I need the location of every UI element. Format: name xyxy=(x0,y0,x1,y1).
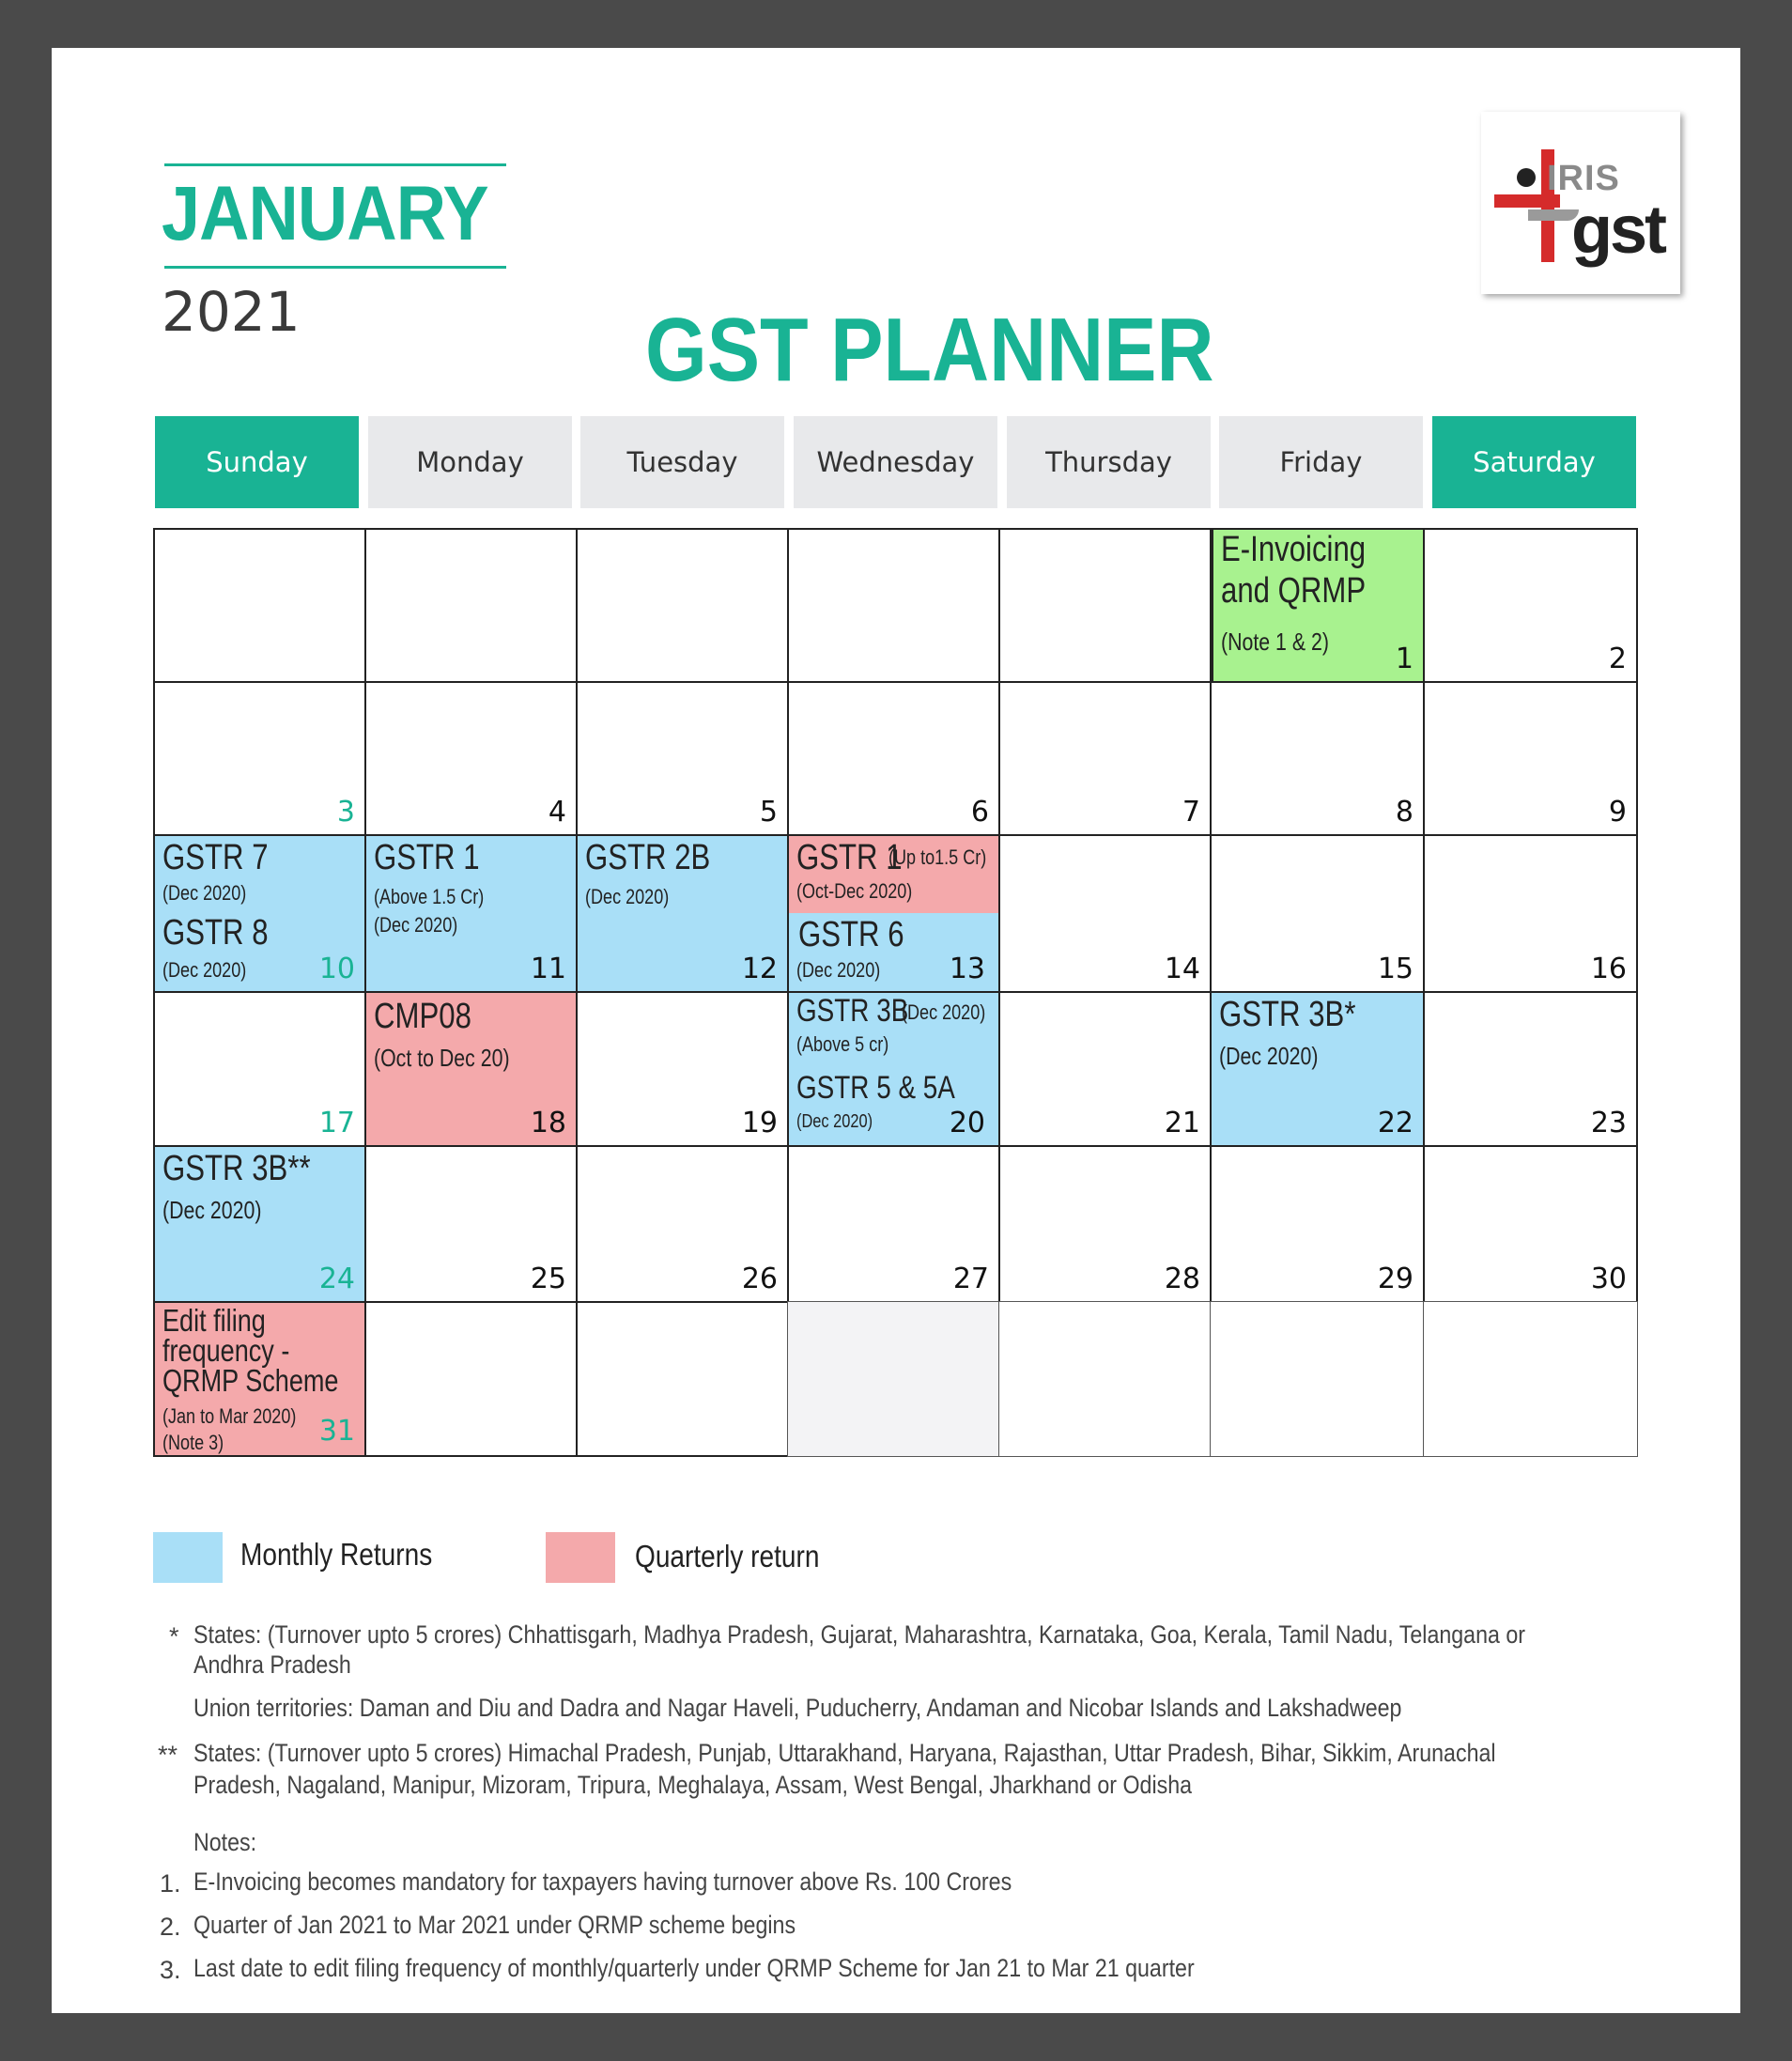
note-text: Quarter of Jan 2021 to Mar 2021 under QRMP scheme begins xyxy=(193,1911,796,1939)
event-threshold: (Above 5 cr) xyxy=(796,1032,889,1056)
day-number: 3 xyxy=(336,796,355,829)
calendar-cell-empty xyxy=(787,1301,1000,1457)
notes-label: Notes: xyxy=(193,1828,257,1856)
event-note: (Note 1 & 2) xyxy=(1221,628,1329,656)
iris-gst-logo xyxy=(1481,112,1680,294)
footnote-marker-double-star: ** xyxy=(158,1741,178,1769)
day-number: 15 xyxy=(1377,953,1414,985)
day-number: 28 xyxy=(1164,1263,1200,1295)
note-number: 3. xyxy=(160,1956,181,1984)
event-title: CMP08 xyxy=(374,997,471,1036)
calendar-cell-day-15[interactable] xyxy=(1210,834,1425,993)
event-title: GSTR 1 xyxy=(374,838,480,877)
calendar-cell-day-8[interactable] xyxy=(1210,681,1425,836)
event-title: E-Invoicing xyxy=(1221,530,1367,569)
calendar-cell-day-27[interactable] xyxy=(787,1145,1000,1303)
day-number: 1 xyxy=(1395,643,1414,675)
event-title: GSTR 8 xyxy=(162,913,269,953)
calendar-cell-day-21[interactable] xyxy=(998,991,1212,1147)
event-threshold: (Up to1.5 Cr) xyxy=(888,845,987,869)
planner-title: GST PLANNER xyxy=(645,300,1214,400)
day-number: 25 xyxy=(530,1263,566,1295)
calendar-cell-day-31[interactable] xyxy=(153,1301,366,1457)
note-text: Last date to edit filing frequency of monthly/quarterly under QRMP Scheme for Jan 21 to Mar 21 quarter xyxy=(193,1954,1195,1982)
event-title: GSTR 3B* xyxy=(1219,995,1356,1034)
weekday-tuesday: Tuesday xyxy=(580,416,784,508)
event-title: GSTR 5 & 5A xyxy=(796,1070,955,1106)
day-number: 8 xyxy=(1395,796,1414,829)
note-text: E-Invoicing becomes mandatory for taxpayers having turnover above Rs. 100 Crores xyxy=(193,1867,1012,1896)
day-number: 19 xyxy=(741,1107,778,1139)
calendar-cell-day-22[interactable] xyxy=(1210,991,1425,1147)
event-period: (Dec 2020) xyxy=(585,885,670,908)
calendar-cell-day-6[interactable] xyxy=(787,681,1000,836)
month-bottom-rule xyxy=(164,266,506,269)
event-title: GSTR 1 xyxy=(796,838,903,877)
calendar-cell-day-26[interactable] xyxy=(576,1145,789,1303)
logo-text-iris: IRIS xyxy=(1547,159,1620,198)
calendar-cell-day-11[interactable] xyxy=(364,834,578,993)
event-period: (Dec 2020) xyxy=(902,1000,986,1024)
event-period: (Dec 2020) xyxy=(796,1111,873,1132)
legend-label-monthly: Monthly Returns xyxy=(240,1537,433,1572)
calendar-cell-empty xyxy=(1423,1301,1638,1457)
event-period: (Dec 2020) xyxy=(374,913,458,937)
calendar-cell-day-16[interactable] xyxy=(1423,834,1638,993)
event-period: (Dec 2020) xyxy=(1219,1042,1319,1070)
event-title: GSTR 2B xyxy=(585,838,711,877)
day-number: 24 xyxy=(318,1263,355,1295)
event-title: Edit filing xyxy=(162,1303,266,1338)
footnote-double-star-line: Pradesh, Nagaland, Manipur, Mizoram, Tripura, Meghalaya, Assam, West Bengal, Jharkhand or Odisha xyxy=(193,1771,1193,1799)
footnote-double-star-line: States: (Turnover upto 5 crores) Himachal Pradesh, Punjab, Uttarakhand, Haryana, Rajasthan, Uttar Pradesh, Bihar, Sikkim, Arunachal xyxy=(193,1739,1496,1767)
calendar-cell-day-9[interactable] xyxy=(1423,681,1638,836)
calendar-cell-empty xyxy=(998,528,1212,683)
event-period: (Dec 2020) xyxy=(796,958,881,982)
event-period: (Dec 2020) xyxy=(162,958,247,982)
calendar-cell-empty xyxy=(153,528,366,683)
legend-swatch-quarterly xyxy=(546,1532,615,1583)
day-number: 20 xyxy=(949,1107,985,1139)
footnote-union-territories: Union territories: Daman and Diu and Dadra and Nagar Haveli, Puducherry, Andaman and Nicobar Islands and Lakshadweep xyxy=(193,1694,1402,1722)
calendar-cell-day-7[interactable] xyxy=(998,681,1212,836)
day-number: 2 xyxy=(1608,643,1627,675)
event-period: (Dec 2020) xyxy=(162,881,247,905)
calendar-cell-day-23[interactable] xyxy=(1423,991,1638,1147)
calendar-cell-day-28[interactable] xyxy=(998,1145,1212,1303)
event-title: GSTR 7 xyxy=(162,838,269,877)
footnote-star-line: Andhra Pradesh xyxy=(193,1650,351,1679)
event-threshold: (Above 1.5 Cr) xyxy=(374,885,485,908)
calendar-cell-empty xyxy=(1210,1301,1425,1457)
event-note: (Note 3) xyxy=(162,1431,224,1454)
day-number: 12 xyxy=(741,953,778,985)
event-title: GSTR 6 xyxy=(798,915,904,954)
day-number: 16 xyxy=(1590,953,1627,985)
calendar-cell-day-4[interactable] xyxy=(364,681,578,836)
day-number: 27 xyxy=(952,1263,989,1295)
day-number: 4 xyxy=(548,796,566,829)
logo-text-gst: gst xyxy=(1571,193,1664,268)
day-number: 18 xyxy=(530,1107,566,1139)
calendar-cell-day-14[interactable] xyxy=(998,834,1212,993)
calendar-cell-day-17[interactable] xyxy=(153,991,366,1147)
legend-label-quarterly: Quarterly return xyxy=(635,1539,820,1573)
calendar-cell-day-3[interactable] xyxy=(153,681,366,836)
note-number: 1. xyxy=(160,1869,181,1898)
calendar-cell-empty xyxy=(364,528,578,683)
year-label: 2021 xyxy=(162,280,301,344)
event-title: and QRMP xyxy=(1221,571,1367,611)
event-period: (Dec 2020) xyxy=(162,1196,262,1224)
event-title: QRMP Scheme xyxy=(162,1363,339,1398)
legend-swatch-monthly xyxy=(153,1532,223,1583)
calendar-cell-day-30[interactable] xyxy=(1423,1145,1638,1303)
event-period: (Oct to Dec 20) xyxy=(374,1044,510,1072)
calendar-cell-day-13[interactable] xyxy=(787,834,1000,993)
day-number: 30 xyxy=(1590,1263,1627,1295)
day-number: 29 xyxy=(1377,1263,1414,1295)
event-title: frequency - xyxy=(162,1333,290,1368)
day-number: 6 xyxy=(970,796,989,829)
day-number: 13 xyxy=(949,953,985,985)
calendar-cell-day-5[interactable] xyxy=(576,681,789,836)
calendar-grid xyxy=(153,528,1638,1456)
calendar-cell-empty xyxy=(364,1301,578,1457)
footnote-star-line: States: (Turnover upto 5 crores) Chhattisgarh, Madhya Pradesh, Gujarat, Maharashtra, Karnataka, Goa, Kerala, Tamil Nadu, Telangana or xyxy=(193,1620,1526,1649)
event-period: (Oct-Dec 2020) xyxy=(796,879,913,903)
calendar-cell-empty xyxy=(576,528,789,683)
calendar-cell-day-10[interactable] xyxy=(153,834,366,993)
weekday-sunday: Sunday xyxy=(155,416,359,508)
day-number: 14 xyxy=(1164,953,1200,985)
day-number: 9 xyxy=(1608,796,1627,829)
day-number: 23 xyxy=(1590,1107,1627,1139)
calendar-cell-day-12[interactable] xyxy=(576,834,789,993)
day-number: 5 xyxy=(759,796,778,829)
calendar-cell-day-19[interactable] xyxy=(576,991,789,1147)
day-number: 21 xyxy=(1164,1107,1200,1139)
day-number: 22 xyxy=(1377,1107,1414,1139)
weekday-friday: Friday xyxy=(1219,416,1423,508)
calendar-cell-empty xyxy=(998,1301,1212,1457)
day-number: 7 xyxy=(1182,796,1200,829)
day-number: 31 xyxy=(318,1415,355,1448)
weekday-wednesday: Wednesday xyxy=(794,416,997,508)
day-number: 10 xyxy=(318,953,355,985)
calendar-cell-day-25[interactable] xyxy=(364,1145,578,1303)
month-top-rule xyxy=(164,163,506,166)
calendar-cell-empty xyxy=(787,528,1000,683)
calendar-cell-day-2[interactable] xyxy=(1423,528,1638,683)
weekday-monday: Monday xyxy=(368,416,572,508)
day-number: 26 xyxy=(741,1263,778,1295)
calendar-cell-day-20[interactable] xyxy=(787,991,1000,1147)
month-title: JANUARY xyxy=(162,171,488,256)
weekday-thursday: Thursday xyxy=(1007,416,1211,508)
calendar-cell-day-29[interactable] xyxy=(1210,1145,1425,1303)
footnote-marker-star: * xyxy=(169,1622,179,1650)
weekday-saturday: Saturday xyxy=(1432,416,1636,508)
event-period: (Jan to Mar 2020) xyxy=(162,1404,297,1428)
note-number: 2. xyxy=(160,1913,181,1941)
event-title: GSTR 3B xyxy=(796,993,909,1029)
day-number: 11 xyxy=(530,953,566,985)
calendar-cell-empty xyxy=(576,1301,789,1457)
calendar-cell-day-24[interactable] xyxy=(153,1145,366,1303)
calendar-cell-day-18[interactable] xyxy=(364,991,578,1147)
day-number: 17 xyxy=(318,1107,355,1139)
event-title: GSTR 3B** xyxy=(162,1149,311,1188)
calendar-cell-day-1[interactable] xyxy=(1212,528,1425,683)
